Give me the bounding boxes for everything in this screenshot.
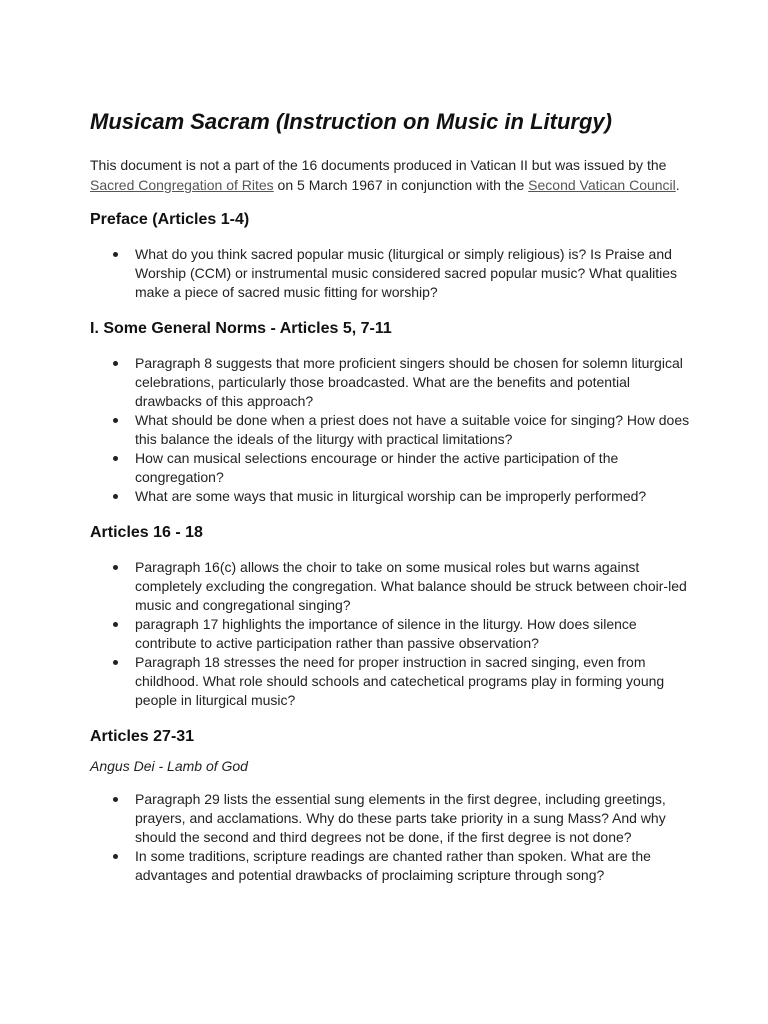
intro-text: . bbox=[675, 177, 680, 193]
document-body bbox=[90, 108, 690, 901]
section-heading-preface: Preface (Articles 1-4) bbox=[90, 211, 250, 228]
intro-paragraph bbox=[90, 155, 690, 195]
list-item: How can musical selections encourage or hinder the active participation of the congregation? bbox=[135, 449, 690, 487]
document-title: Musicam Sacram (Instruction on Music in Liturgy) bbox=[90, 109, 612, 134]
intro-text: This document is not a part of the 16 documents produced in Vatican II but was issued by the bbox=[90, 157, 667, 173]
list-item: Paragraph 8 suggests that more proficient singers should be chosen for solemn liturgical celebrations, particularly those broadcasted. What are the benefits and potential drawbacks of this approach? bbox=[135, 354, 690, 411]
list-item: Paragraph 16(c) allows the choir to take on some musical roles but warns against completely excluding the congregation. What balance should be struck between choir-led music and congregational singing? bbox=[135, 558, 690, 615]
sacred-congregation-link[interactable]: Sacred Congregation of Rites bbox=[90, 177, 274, 193]
list-item: paragraph 17 highlights the importance of silence in the liturgy. How does silence contribute to active participation rather than passive observation? bbox=[135, 615, 690, 653]
intro-text: on 5 March 1967 in conjunction with the bbox=[273, 177, 529, 193]
section-subheading: Angus Dei - Lamb of God bbox=[90, 758, 248, 774]
list-item: Paragraph 29 lists the essential sung elements in the first degree, including greetings, prayers, and acclamations. Why do these parts take priority in a sung Mass? And why should the second and third degrees not be done, if the first degree is not done? bbox=[135, 790, 690, 847]
list-item: What are some ways that music in liturgical worship can be improperly performed? bbox=[135, 487, 690, 506]
section-heading-general-norms: I. Some General Norms - Articles 5, 7-11 bbox=[90, 320, 392, 337]
section-heading-articles-27-31: Articles 27-31 bbox=[90, 728, 195, 745]
bullet-list bbox=[90, 245, 690, 302]
section-heading-articles-16-18: Articles 16 - 18 bbox=[90, 524, 203, 541]
list-item: In some traditions, scripture readings are chanted rather than spoken. What are the advantages and potential drawbacks of proclaiming scripture through song? bbox=[135, 847, 690, 885]
list-item: Paragraph 18 stresses the need for proper instruction in sacred singing, even from childhood. What role should schools and catechetical programs play in forming young people in liturgical music? bbox=[135, 653, 690, 710]
bullet-list bbox=[90, 790, 690, 885]
bullet-list bbox=[90, 354, 690, 506]
second-vatican-council-link[interactable]: Second Vatican Council bbox=[528, 177, 676, 193]
bullet-list bbox=[90, 558, 690, 710]
list-item: What should be done when a priest does not have a suitable voice for singing? How does this balance the ideals of the liturgy with practical limitations? bbox=[135, 412, 690, 447]
list-item: What do you think sacred popular music (liturgical or simply religious) is? Is Praise and Worship (CCM) or instrumental music considered sacred popular music? What qualities make a piece of sacred music fitting for worship? bbox=[135, 245, 690, 302]
